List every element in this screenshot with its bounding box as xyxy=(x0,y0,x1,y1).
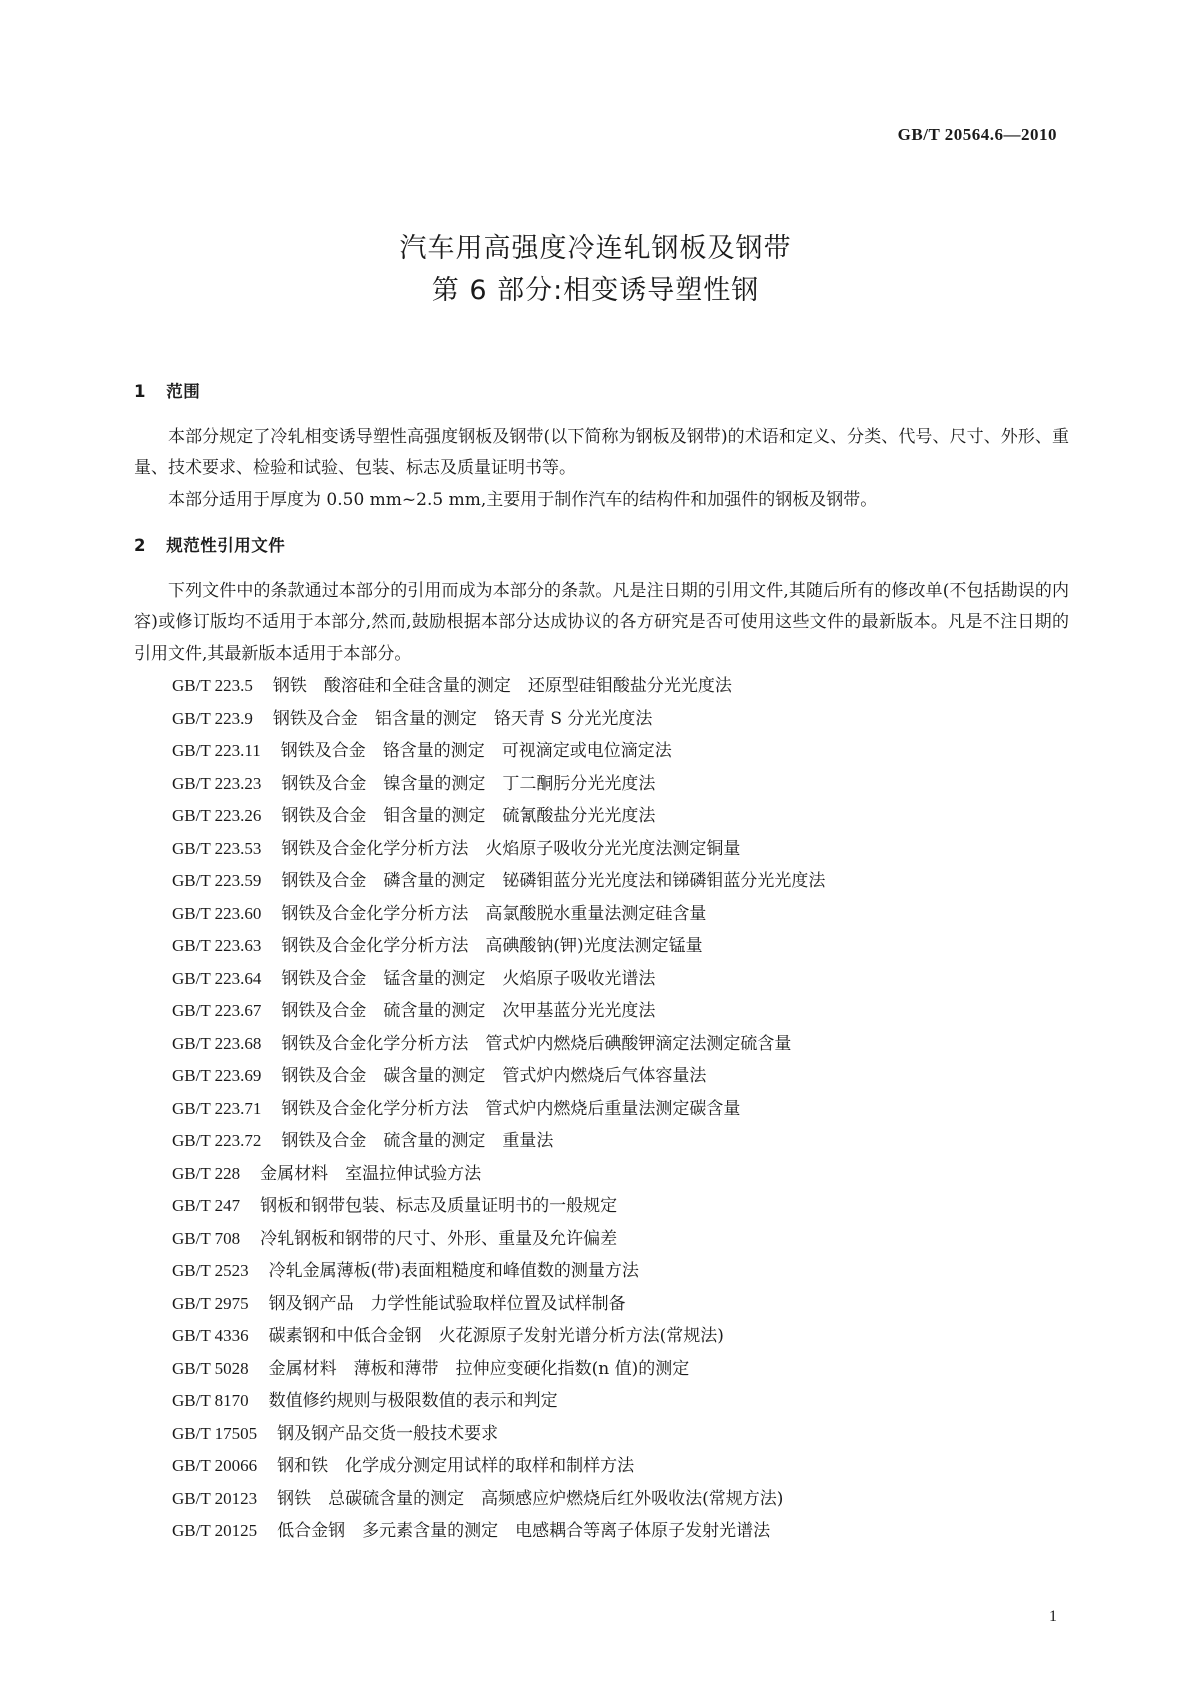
reference-item xyxy=(134,800,1069,833)
reference-item xyxy=(134,768,1069,801)
title-line-1: 汽车用高强度冷连轧钢板及钢带 xyxy=(399,233,792,264)
reference-title: 钢和铁 化学成分测定用试样的取样和制样方法 xyxy=(277,1456,635,1476)
reference-code: GB/T 228 xyxy=(172,1163,241,1183)
reference-item xyxy=(134,670,1069,703)
reference-title: 钢板和钢带包装、标志及质量证明书的一般规定 xyxy=(260,1196,618,1216)
reference-code: GB/T 223.11 xyxy=(172,741,261,760)
reference-title: 钢铁及合金化学分析方法 高氯酸脱水重量法测定硅含量 xyxy=(281,903,707,924)
reference-code: GB/T 20066 xyxy=(172,1456,258,1475)
reference-item xyxy=(134,1288,1069,1321)
reference-item xyxy=(134,898,1069,931)
reference-item xyxy=(134,703,1069,736)
reference-item xyxy=(134,1320,1069,1353)
reference-title: 钢铁 酸溶硅和全硅含量的测定 还原型硅钼酸盐分光光度法 xyxy=(272,676,732,696)
reference-item xyxy=(134,833,1069,866)
reference-item xyxy=(134,1418,1069,1451)
reference-title: 钢及钢产品 力学性能试验取样位置及试样制备 xyxy=(268,1293,626,1314)
reference-title: 钢铁 总碳硫含量的测定 高频感应炉燃烧后红外吸收法(常规方法) xyxy=(277,1488,784,1509)
scope-paragraph-1: 本部分规定了冷轧相变诱导塑性高强度钢板及钢带(以下简称为钢板及钢带)的术语和定义、分类、代号、尺寸、外形、重量、技术要求、检验和试验、包装、标志及质量证明书等。 xyxy=(134,426,1069,478)
reference-code: GB/T 20125 xyxy=(172,1521,258,1540)
reference-title: 钢铁及合金 硫含量的测定 重量法 xyxy=(281,1131,554,1151)
reference-code: GB/T 2975 xyxy=(172,1293,249,1313)
reference-item xyxy=(134,1158,1069,1191)
reference-title: 钢铁及合金 钼含量的测定 硫氰酸盐分光光度法 xyxy=(281,806,656,826)
reference-title: 钢铁及合金 锰含量的测定 火焰原子吸收光谱法 xyxy=(281,968,656,989)
document-title xyxy=(0,228,1191,312)
reference-item xyxy=(134,1060,1069,1093)
title-line-2: 第 6 部分:相变诱导塑性钢 xyxy=(431,275,760,306)
page-number: 1 xyxy=(1049,1608,1057,1625)
reference-title: 钢及钢产品交货一般技术要求 xyxy=(277,1423,499,1444)
reference-item xyxy=(134,1385,1069,1418)
reference-item xyxy=(134,735,1069,768)
reference-code: GB/T 223.68 xyxy=(172,1033,262,1053)
reference-title: 数值修约规则与极限数值的表示和判定 xyxy=(268,1391,558,1411)
section-normative-references xyxy=(134,530,1069,1548)
section-scope xyxy=(134,376,1069,516)
reference-title: 钢铁及合金 镍含量的测定 丁二酮肟分光光度法 xyxy=(281,773,656,794)
reference-title: 低合金钢 多元素含量的测定 电感耦合等离子体原子发射光谱法 xyxy=(277,1521,771,1541)
reference-item xyxy=(134,1190,1069,1223)
standard-number: GB/T 20564.6—2010 xyxy=(897,125,1057,144)
document-body xyxy=(134,376,1069,1562)
reference-title: 钢铁及合金化学分析方法 管式炉内燃烧后碘酸钾滴定法测定硫含量 xyxy=(281,1033,792,1054)
reference-title: 钢铁及合金化学分析方法 火焰原子吸收分光光度法测定铜量 xyxy=(281,838,741,859)
reference-code: GB/T 17505 xyxy=(172,1423,258,1443)
reference-title: 钢铁及合金化学分析方法 管式炉内燃烧后重量法测定碳含量 xyxy=(281,1098,741,1119)
reference-title: 钢铁及合金 铝含量的测定 铬天青 S 分光光度法 xyxy=(272,708,653,729)
reference-title: 钢铁及合金 碳含量的测定 管式炉内燃烧后气体容量法 xyxy=(281,1066,707,1086)
reference-item xyxy=(134,1093,1069,1126)
reference-title: 金属材料 室温拉伸试验方法 xyxy=(260,1163,482,1184)
reference-item xyxy=(134,865,1069,898)
reference-item xyxy=(134,930,1069,963)
reference-item xyxy=(134,1353,1069,1386)
reference-code: GB/T 223.5 xyxy=(172,676,253,695)
reference-item xyxy=(134,1515,1069,1548)
reference-code: GB/T 223.72 xyxy=(172,1131,262,1150)
reference-code: GB/T 223.71 xyxy=(172,1098,262,1118)
reference-title: 钢铁及合金化学分析方法 高碘酸钠(钾)光度法测定锰量 xyxy=(281,936,703,956)
reference-code: GB/T 5028 xyxy=(172,1358,249,1378)
reference-code: GB/T 223.23 xyxy=(172,773,262,793)
section-heading xyxy=(134,376,1069,408)
section-heading xyxy=(134,530,1069,562)
reference-title: 碳素钢和中低合金钢 火花源原子发射光谱分析方法(常规法) xyxy=(268,1326,724,1346)
reference-item xyxy=(134,1125,1069,1158)
reference-code: GB/T 223.53 xyxy=(172,838,262,858)
reference-item xyxy=(134,1223,1069,1256)
reference-item xyxy=(134,963,1069,996)
reference-code: GB/T 4336 xyxy=(172,1326,249,1345)
reference-code: GB/T 247 xyxy=(172,1196,241,1215)
reference-item xyxy=(134,1450,1069,1483)
reference-code: GB/T 708 xyxy=(172,1228,241,1248)
reference-title: 冷轧钢板和钢带的尺寸、外形、重量及允许偏差 xyxy=(260,1228,618,1249)
normative-intro-paragraph: 下列文件中的条款通过本部分的引用而成为本部分的条款。凡是注日期的引用文件,其随后所有的修改单(不包括勘误的内容)或修订版均不适用于本部分,然而,鼓励根据本部分达成协议的各方研究是否可使用这些文件的最新版本。凡是不注日期的引用文件,其最新版本适用于本部分。 xyxy=(134,580,1069,664)
reference-code: GB/T 223.59 xyxy=(172,871,262,890)
reference-code: GB/T 223.64 xyxy=(172,968,262,988)
reference-code: GB/T 223.60 xyxy=(172,903,262,923)
section-number: 1 xyxy=(134,382,146,401)
reference-code: GB/T 223.63 xyxy=(172,936,262,955)
reference-code: GB/T 223.67 xyxy=(172,1001,262,1020)
reference-title: 钢铁及合金 铬含量的测定 可视滴定或电位滴定法 xyxy=(280,741,672,761)
reference-title: 钢铁及合金 磷含量的测定 铋磷钼蓝分光光度法和锑磷钼蓝分光光度法 xyxy=(281,871,826,891)
reference-title: 冷轧金属薄板(带)表面粗糙度和峰值数的测量方法 xyxy=(268,1261,639,1281)
reference-item xyxy=(134,1255,1069,1288)
reference-code: GB/T 223.26 xyxy=(172,806,262,825)
reference-code: GB/T 223.69 xyxy=(172,1066,262,1085)
reference-code: GB/T 8170 xyxy=(172,1391,249,1410)
reference-code: GB/T 2523 xyxy=(172,1261,249,1280)
reference-code: GB/T 20123 xyxy=(172,1488,258,1508)
section-title: 范围 xyxy=(166,382,201,401)
reference-code: GB/T 223.9 xyxy=(172,708,253,728)
section-title: 规范性引用文件 xyxy=(166,536,286,555)
reference-list xyxy=(134,670,1069,1548)
reference-item xyxy=(134,1483,1069,1516)
reference-title: 钢铁及合金 硫含量的测定 次甲基蓝分光光度法 xyxy=(281,1001,656,1021)
reference-item xyxy=(134,995,1069,1028)
section-number: 2 xyxy=(134,536,146,555)
reference-title: 金属材料 薄板和薄带 拉伸应变硬化指数(n 值)的测定 xyxy=(268,1358,690,1379)
reference-item xyxy=(134,1028,1069,1061)
scope-paragraph-2: 本部分适用于厚度为 0.50 mm~2.5 mm,主要用于制作汽车的结构件和加强件的钢板及钢带。 xyxy=(168,489,878,510)
